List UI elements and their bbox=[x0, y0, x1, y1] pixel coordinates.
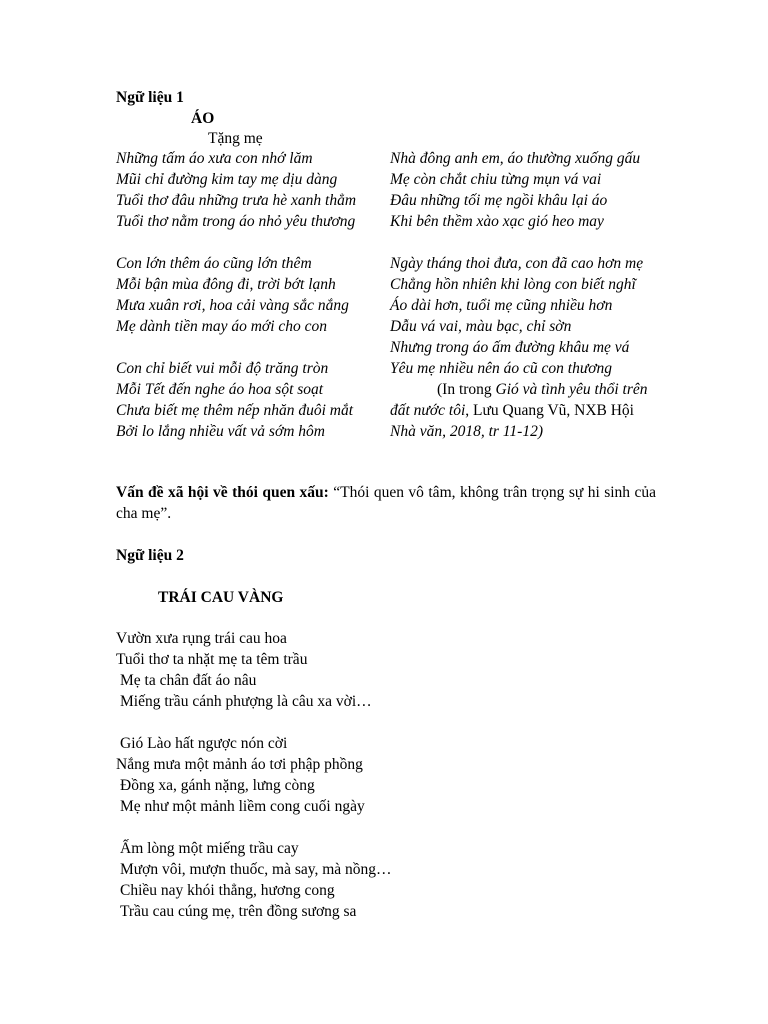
source-citation-line2: đất nước tôi, Lưu Quang Vũ, NXB Hội bbox=[390, 402, 634, 419]
poem-line: Mỗi Tết đến nghe áo hoa sột soạt bbox=[116, 381, 324, 398]
poem-line: Ngày tháng thoi đưa, con đã cao hơn mẹ bbox=[390, 255, 644, 272]
poem-line: Mưa xuân rơi, hoa cải vàng sắc nắng bbox=[116, 297, 349, 314]
poem-line: Tuổi thơ ta nhặt mẹ ta têm trầu bbox=[116, 651, 308, 668]
poem-line: Nhà đông anh em, áo thường xuống gấu bbox=[390, 150, 641, 167]
poem-line: Nắng mưa một mảnh áo tơi phập phồng bbox=[116, 756, 363, 773]
poem-line: Tuổi thơ nằm trong áo nhỏ yêu thương bbox=[116, 213, 356, 230]
poem-line: Mũi chỉ đường kim tay mẹ dịu dàng bbox=[116, 171, 338, 188]
poem-line: Những tấm áo xưa con nhớ lăm bbox=[116, 150, 313, 167]
poem-line: Bởi lo lắng nhiều vất vả sớm hôm bbox=[116, 423, 325, 440]
section2-heading: Ngữ liệu 2 bbox=[116, 547, 184, 564]
poem1-right-column bbox=[390, 148, 670, 442]
poem-line: Con chỉ biết vui mỗi độ trăng tròn bbox=[116, 360, 329, 377]
poem-line: Tuổi thơ đâu những trưa hè xanh thẳm bbox=[116, 192, 357, 209]
source-citation-line3: Nhà văn, 2018, tr 11-12) bbox=[390, 423, 543, 440]
poem-line: Miếng trầu cánh phượng là câu xa vời… bbox=[120, 693, 372, 710]
poem-line: Khi bên thềm xào xạc gió heo may bbox=[390, 213, 604, 230]
source-citation-line1: (In trong Gió và tình yêu thổi trên bbox=[437, 381, 648, 398]
poem-line: Mẹ ta chân đất áo nâu bbox=[120, 672, 257, 689]
section1-heading: Ngữ liệu 1 bbox=[116, 89, 184, 106]
social-issue-paragraph bbox=[116, 482, 656, 524]
poem-line: Mỗi bận mùa đông đi, trời bớt lạnh bbox=[116, 276, 336, 293]
poem-line: Dẫu vá vai, màu bạc, chỉ sờn bbox=[390, 318, 572, 335]
poem-line: Chiều nay khói thẳng, hương cong bbox=[120, 882, 335, 899]
poem1-title: ÁO bbox=[191, 110, 215, 127]
poem-line: Chẳng hồn nhiên khi lòng con biết nghĩ bbox=[390, 276, 636, 293]
social-issue-text: “Thói quen vô tâm, không trân trọng sự hi sinh của cha mẹ”. bbox=[116, 484, 656, 522]
poem1-left-column bbox=[116, 148, 386, 442]
poem-line: Nhưng trong áo ấm đường khâu mẹ vá bbox=[390, 339, 630, 356]
poem-line: Con lớn thêm áo cũng lớn thêm bbox=[116, 255, 312, 272]
social-issue-label: Vấn đề xã hội về thói quen xấu: bbox=[116, 484, 329, 501]
poem-line: Mẹ như một mảnh liềm cong cuối ngày bbox=[120, 798, 365, 815]
poem-line: Áo dài hơn, tuổi mẹ cũng nhiều hơn bbox=[390, 297, 613, 314]
poem-line: Vườn xưa rụng trái cau hoa bbox=[116, 630, 287, 647]
poem-line: Trầu cau cúng mẹ, trên đồng sương sa bbox=[120, 903, 357, 920]
poem1-dedication: Tặng mẹ bbox=[208, 130, 263, 147]
poem-line: Yêu mẹ nhiều nên áo cũ con thương bbox=[390, 360, 613, 377]
poem-line: Đồng xa, gánh nặng, lưng còng bbox=[120, 777, 315, 794]
poem2-title: TRÁI CAU VÀNG bbox=[158, 589, 284, 606]
poem2-body bbox=[116, 628, 516, 922]
poem-line: Gió Lào hất ngược nón cời bbox=[120, 735, 288, 752]
poem-line: Ấm lòng một miếng trầu cay bbox=[120, 840, 299, 857]
poem-line: Chưa biết mẹ thêm nếp nhăn đuôi mắt bbox=[116, 402, 354, 419]
poem-line: Mẹ dành tiền may áo mới cho con bbox=[116, 318, 328, 335]
poem-line: Đâu những tối mẹ ngồi khâu lại áo bbox=[390, 192, 608, 209]
poem-line: Mẹ còn chắt chiu từng mụn vá vai bbox=[390, 171, 602, 188]
poem-line: Mượn vôi, mượn thuốc, mà say, mà nồng… bbox=[120, 861, 392, 878]
